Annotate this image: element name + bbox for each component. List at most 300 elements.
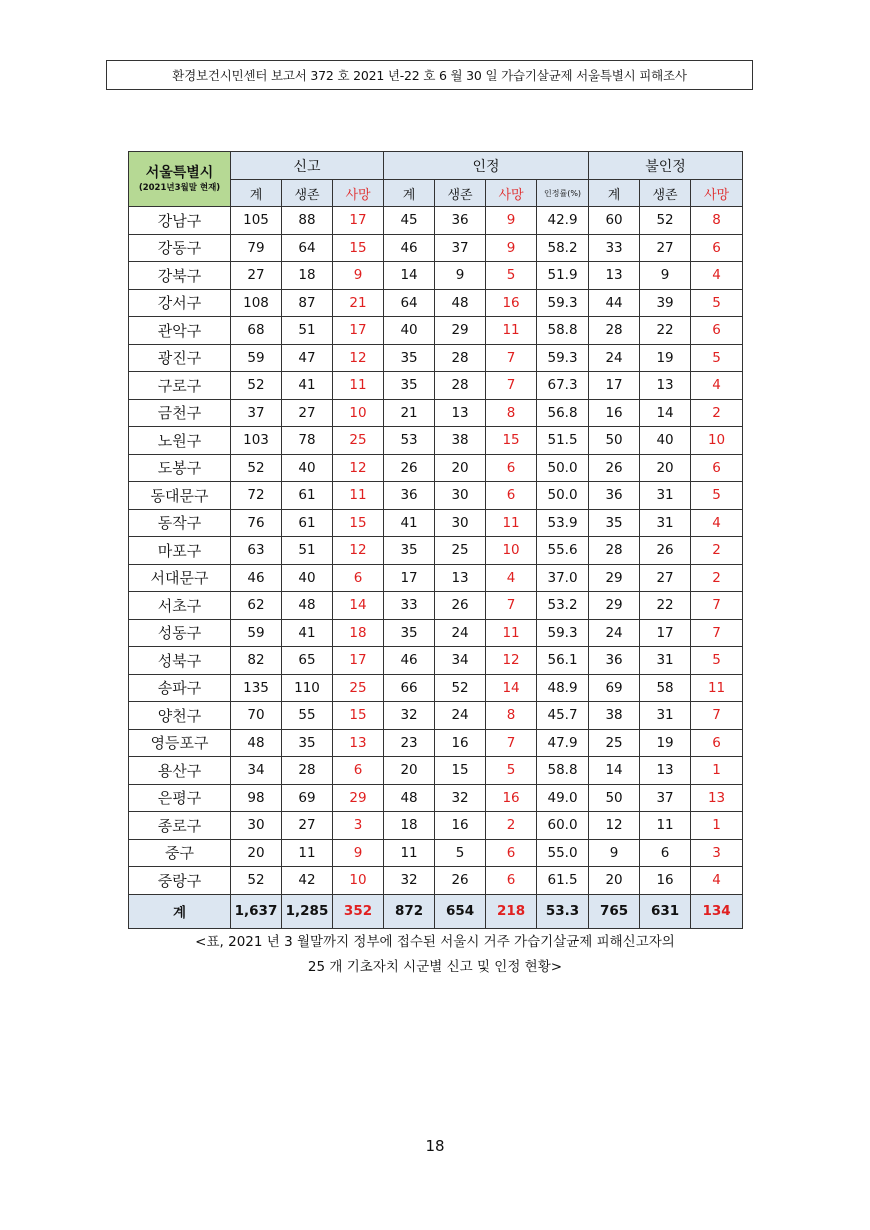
death-count-cell: 6 <box>691 317 743 345</box>
count-cell: 23 <box>384 729 435 757</box>
table-row <box>129 482 743 510</box>
death-count-cell: 2 <box>691 399 743 427</box>
count-cell: 9 <box>435 262 486 290</box>
count-cell: 32 <box>384 702 435 730</box>
district-name: 용산구 <box>129 757 231 785</box>
count-cell: 52 <box>435 674 486 702</box>
table-row <box>129 262 743 290</box>
district-name: 금천구 <box>129 399 231 427</box>
death-count-cell: 7 <box>486 592 537 620</box>
count-cell: 66 <box>384 674 435 702</box>
death-count-cell: 13 <box>333 729 384 757</box>
table-row <box>129 234 743 262</box>
death-count-cell: 11 <box>486 509 537 537</box>
death-count-cell: 8 <box>486 702 537 730</box>
death-count-cell: 10 <box>691 427 743 455</box>
death-count-cell: 5 <box>691 344 743 372</box>
count-cell: 22 <box>640 317 691 345</box>
count-cell: 13 <box>640 757 691 785</box>
table-caption-line1: <표, 2021 년 3 월말까지 정부에 접수된 서울시 거주 가습기살균제 피해신고자의 <box>195 934 675 950</box>
district-name: 구로구 <box>129 372 231 400</box>
count-cell: 33 <box>384 592 435 620</box>
count-cell: 19 <box>640 729 691 757</box>
count-cell: 20 <box>231 839 282 867</box>
count-cell: 16 <box>640 867 691 895</box>
count-cell: 11 <box>384 839 435 867</box>
death-count-cell: 6 <box>691 234 743 262</box>
death-count-cell: 21 <box>333 289 384 317</box>
death-count-cell: 10 <box>486 537 537 565</box>
district-name: 동작구 <box>129 509 231 537</box>
page-number: 18 <box>425 1137 445 1155</box>
count-cell: 27 <box>282 812 333 840</box>
death-count-cell: 4 <box>691 262 743 290</box>
recognition-rate-cell: 47.9 <box>537 729 589 757</box>
total-row <box>129 894 743 928</box>
count-cell: 72 <box>231 482 282 510</box>
recognition-rate-cell: 51.9 <box>537 262 589 290</box>
count-cell: 47 <box>282 344 333 372</box>
district-name: 서대문구 <box>129 564 231 592</box>
recognition-rate-cell: 49.0 <box>537 784 589 812</box>
table-row <box>129 317 743 345</box>
count-cell: 17 <box>384 564 435 592</box>
death-count-cell: 12 <box>486 647 537 675</box>
death-count-cell: 5 <box>486 757 537 785</box>
table-row <box>129 207 743 235</box>
count-cell: 17 <box>589 372 640 400</box>
count-cell: 37 <box>640 784 691 812</box>
count-cell: 82 <box>231 647 282 675</box>
recognition-rate-cell: 55.0 <box>537 839 589 867</box>
subheader-death: 사망 <box>486 180 537 207</box>
count-cell: 14 <box>589 757 640 785</box>
count-cell: 28 <box>589 317 640 345</box>
table-row <box>129 757 743 785</box>
count-cell: 32 <box>435 784 486 812</box>
count-cell: 62 <box>231 592 282 620</box>
count-cell: 44 <box>589 289 640 317</box>
recognition-rate-cell: 59.3 <box>537 619 589 647</box>
count-cell: 31 <box>640 702 691 730</box>
count-cell: 24 <box>435 702 486 730</box>
death-count-cell: 4 <box>691 372 743 400</box>
count-cell: 34 <box>231 757 282 785</box>
table-row <box>129 564 743 592</box>
count-cell: 58 <box>640 674 691 702</box>
death-count-cell: 18 <box>333 619 384 647</box>
count-cell: 48 <box>282 592 333 620</box>
count-cell: 13 <box>589 262 640 290</box>
count-cell: 13 <box>640 372 691 400</box>
recognition-rate-cell: 51.5 <box>537 427 589 455</box>
death-count-cell: 9 <box>333 839 384 867</box>
count-cell: 88 <box>282 207 333 235</box>
count-cell: 654 <box>435 894 486 928</box>
death-count-cell: 6 <box>333 757 384 785</box>
count-cell: 40 <box>640 427 691 455</box>
count-cell: 48 <box>384 784 435 812</box>
count-cell: 64 <box>384 289 435 317</box>
count-cell: 9 <box>640 262 691 290</box>
death-count-cell: 5 <box>691 289 743 317</box>
count-cell: 26 <box>435 592 486 620</box>
recognition-rate-cell: 37.0 <box>537 564 589 592</box>
death-count-cell: 1 <box>691 812 743 840</box>
total-label: 계 <box>129 894 231 928</box>
count-cell: 20 <box>589 867 640 895</box>
death-count-cell: 7 <box>486 344 537 372</box>
count-cell: 79 <box>231 234 282 262</box>
district-name: 강북구 <box>129 262 231 290</box>
count-cell: 52 <box>231 454 282 482</box>
subheader-death: 사망 <box>333 180 384 207</box>
table-row <box>129 344 743 372</box>
group-header-report: 신고 <box>231 152 384 180</box>
count-cell: 60 <box>589 207 640 235</box>
death-count-cell: 218 <box>486 894 537 928</box>
death-count-cell: 25 <box>333 427 384 455</box>
district-name: 영등포구 <box>129 729 231 757</box>
table-row <box>129 619 743 647</box>
count-cell: 32 <box>384 867 435 895</box>
count-cell: 41 <box>384 509 435 537</box>
recognition-rate-cell: 56.1 <box>537 647 589 675</box>
recognition-rate-cell: 58.2 <box>537 234 589 262</box>
count-cell: 631 <box>640 894 691 928</box>
death-count-cell: 2 <box>486 812 537 840</box>
death-count-cell: 7 <box>486 729 537 757</box>
table-row <box>129 867 743 895</box>
district-name: 서초구 <box>129 592 231 620</box>
count-cell: 63 <box>231 537 282 565</box>
count-cell: 27 <box>640 564 691 592</box>
death-count-cell: 13 <box>691 784 743 812</box>
count-cell: 78 <box>282 427 333 455</box>
count-cell: 48 <box>435 289 486 317</box>
death-count-cell: 9 <box>486 207 537 235</box>
count-cell: 24 <box>589 619 640 647</box>
count-cell: 29 <box>589 564 640 592</box>
table-row <box>129 454 743 482</box>
count-cell: 26 <box>384 454 435 482</box>
death-count-cell: 6 <box>691 729 743 757</box>
recognition-rate-cell: 53.3 <box>537 894 589 928</box>
district-name: 마포구 <box>129 537 231 565</box>
death-count-cell: 25 <box>333 674 384 702</box>
count-cell: 24 <box>589 344 640 372</box>
death-count-cell: 6 <box>486 454 537 482</box>
subheader-total: 계 <box>384 180 435 207</box>
count-cell: 31 <box>640 509 691 537</box>
table-row <box>129 427 743 455</box>
recognition-rate-cell: 56.8 <box>537 399 589 427</box>
count-cell: 16 <box>435 729 486 757</box>
count-cell: 26 <box>589 454 640 482</box>
count-cell: 14 <box>640 399 691 427</box>
death-count-cell: 6 <box>691 454 743 482</box>
district-name: 관악구 <box>129 317 231 345</box>
count-cell: 38 <box>589 702 640 730</box>
damage-table-container <box>128 151 743 929</box>
death-count-cell: 10 <box>333 867 384 895</box>
death-count-cell: 7 <box>691 702 743 730</box>
count-cell: 22 <box>640 592 691 620</box>
death-count-cell: 17 <box>333 207 384 235</box>
count-cell: 59 <box>231 344 282 372</box>
district-name: 강서구 <box>129 289 231 317</box>
recognition-rate-cell: 50.0 <box>537 454 589 482</box>
count-cell: 59 <box>231 619 282 647</box>
count-cell: 25 <box>589 729 640 757</box>
count-cell: 27 <box>640 234 691 262</box>
table-corner-header <box>129 152 231 207</box>
table-row <box>129 592 743 620</box>
count-cell: 51 <box>282 317 333 345</box>
count-cell: 37 <box>231 399 282 427</box>
count-cell: 103 <box>231 427 282 455</box>
count-cell: 55 <box>282 702 333 730</box>
count-cell: 24 <box>435 619 486 647</box>
count-cell: 11 <box>282 839 333 867</box>
district-name: 강동구 <box>129 234 231 262</box>
count-cell: 30 <box>435 482 486 510</box>
count-cell: 40 <box>282 454 333 482</box>
death-count-cell: 1 <box>691 757 743 785</box>
count-cell: 110 <box>282 674 333 702</box>
count-cell: 25 <box>435 537 486 565</box>
count-cell: 36 <box>589 647 640 675</box>
count-cell: 36 <box>384 482 435 510</box>
district-name: 송파구 <box>129 674 231 702</box>
count-cell: 46 <box>384 647 435 675</box>
district-name: 종로구 <box>129 812 231 840</box>
subheader-alive: 생존 <box>282 180 333 207</box>
death-count-cell: 4 <box>691 509 743 537</box>
count-cell: 31 <box>640 482 691 510</box>
count-cell: 64 <box>282 234 333 262</box>
count-cell: 52 <box>231 867 282 895</box>
page-header-text: 환경보건시민센터 보고서 372 호 2021 년-22 호 6 월 30 일 가습기살균제 서울특별시 피해조사 <box>172 68 687 83</box>
count-cell: 1,637 <box>231 894 282 928</box>
count-cell: 61 <box>282 509 333 537</box>
death-count-cell: 15 <box>486 427 537 455</box>
count-cell: 26 <box>435 867 486 895</box>
corner-subtitle: (2021년3월말 현재) <box>138 183 221 193</box>
count-cell: 30 <box>231 812 282 840</box>
table-row <box>129 537 743 565</box>
count-cell: 87 <box>282 289 333 317</box>
count-cell: 15 <box>435 757 486 785</box>
count-cell: 29 <box>435 317 486 345</box>
count-cell: 35 <box>384 344 435 372</box>
count-cell: 26 <box>640 537 691 565</box>
table-caption-line2: 25 개 기초자치 시군별 신고 및 인정 현황> <box>307 959 563 975</box>
count-cell: 70 <box>231 702 282 730</box>
group-header-unrecognized: 불인정 <box>589 152 743 180</box>
count-cell: 27 <box>282 399 333 427</box>
death-count-cell: 352 <box>333 894 384 928</box>
recognition-rate-cell: 61.5 <box>537 867 589 895</box>
table-row <box>129 674 743 702</box>
count-cell: 69 <box>282 784 333 812</box>
count-cell: 11 <box>640 812 691 840</box>
count-cell: 18 <box>384 812 435 840</box>
count-cell: 17 <box>640 619 691 647</box>
district-name: 광진구 <box>129 344 231 372</box>
death-count-cell: 14 <box>486 674 537 702</box>
recognition-rate-cell: 59.3 <box>537 289 589 317</box>
count-cell: 40 <box>282 564 333 592</box>
count-cell: 12 <box>589 812 640 840</box>
district-name: 성동구 <box>129 619 231 647</box>
table-row <box>129 729 743 757</box>
count-cell: 35 <box>589 509 640 537</box>
subheader-death: 사망 <box>691 180 743 207</box>
count-cell: 135 <box>231 674 282 702</box>
death-count-cell: 7 <box>486 372 537 400</box>
table-row <box>129 509 743 537</box>
death-count-cell: 17 <box>333 647 384 675</box>
subheader-recognition-rate: 인정률(%) <box>537 180 589 207</box>
count-cell: 65 <box>282 647 333 675</box>
death-count-cell: 134 <box>691 894 743 928</box>
recognition-rate-cell: 55.6 <box>537 537 589 565</box>
count-cell: 41 <box>282 372 333 400</box>
death-count-cell: 12 <box>333 537 384 565</box>
count-cell: 28 <box>435 372 486 400</box>
count-cell: 98 <box>231 784 282 812</box>
table-row <box>129 289 743 317</box>
count-cell: 35 <box>282 729 333 757</box>
count-cell: 69 <box>589 674 640 702</box>
death-count-cell: 12 <box>333 454 384 482</box>
count-cell: 28 <box>435 344 486 372</box>
table-row <box>129 372 743 400</box>
count-cell: 16 <box>589 399 640 427</box>
count-cell: 48 <box>231 729 282 757</box>
count-cell: 33 <box>589 234 640 262</box>
death-count-cell: 16 <box>486 289 537 317</box>
death-count-cell: 4 <box>486 564 537 592</box>
count-cell: 46 <box>384 234 435 262</box>
count-cell: 68 <box>231 317 282 345</box>
death-count-cell: 6 <box>333 564 384 592</box>
death-count-cell: 8 <box>691 207 743 235</box>
district-name: 동대문구 <box>129 482 231 510</box>
recognition-rate-cell: 60.0 <box>537 812 589 840</box>
death-count-cell: 7 <box>691 592 743 620</box>
death-count-cell: 3 <box>333 812 384 840</box>
table-row <box>129 647 743 675</box>
table-body <box>129 207 743 929</box>
count-cell: 40 <box>384 317 435 345</box>
count-cell: 28 <box>282 757 333 785</box>
recognition-rate-cell: 50.0 <box>537 482 589 510</box>
count-cell: 13 <box>435 564 486 592</box>
death-count-cell: 10 <box>333 399 384 427</box>
death-count-cell: 2 <box>691 564 743 592</box>
count-cell: 765 <box>589 894 640 928</box>
death-count-cell: 5 <box>486 262 537 290</box>
corner-title: 서울특별시 <box>145 165 214 181</box>
death-count-cell: 11 <box>691 674 743 702</box>
count-cell: 51 <box>282 537 333 565</box>
count-cell: 36 <box>589 482 640 510</box>
death-count-cell: 2 <box>691 537 743 565</box>
subheader-alive: 생존 <box>640 180 691 207</box>
count-cell: 35 <box>384 537 435 565</box>
table-row <box>129 702 743 730</box>
death-count-cell: 5 <box>691 647 743 675</box>
count-cell: 50 <box>589 427 640 455</box>
count-cell: 35 <box>384 619 435 647</box>
district-name: 성북구 <box>129 647 231 675</box>
count-cell: 9 <box>589 839 640 867</box>
page-header <box>106 60 753 90</box>
recognition-rate-cell: 58.8 <box>537 757 589 785</box>
count-cell: 28 <box>589 537 640 565</box>
death-count-cell: 15 <box>333 509 384 537</box>
count-cell: 14 <box>384 262 435 290</box>
count-cell: 38 <box>435 427 486 455</box>
recognition-rate-cell: 48.9 <box>537 674 589 702</box>
death-count-cell: 3 <box>691 839 743 867</box>
death-count-cell: 17 <box>333 317 384 345</box>
count-cell: 30 <box>435 509 486 537</box>
count-cell: 52 <box>231 372 282 400</box>
count-cell: 20 <box>435 454 486 482</box>
death-count-cell: 9 <box>333 262 384 290</box>
count-cell: 13 <box>435 399 486 427</box>
count-cell: 872 <box>384 894 435 928</box>
death-count-cell: 29 <box>333 784 384 812</box>
death-count-cell: 5 <box>691 482 743 510</box>
count-cell: 19 <box>640 344 691 372</box>
subheader-total: 계 <box>231 180 282 207</box>
district-name: 중랑구 <box>129 867 231 895</box>
count-cell: 18 <box>282 262 333 290</box>
death-count-cell: 6 <box>486 867 537 895</box>
death-count-cell: 8 <box>486 399 537 427</box>
district-name: 양천구 <box>129 702 231 730</box>
district-name: 중구 <box>129 839 231 867</box>
count-cell: 1,285 <box>282 894 333 928</box>
count-cell: 27 <box>231 262 282 290</box>
death-count-cell: 6 <box>486 482 537 510</box>
death-count-cell: 4 <box>691 867 743 895</box>
recognition-rate-cell: 53.9 <box>537 509 589 537</box>
count-cell: 37 <box>435 234 486 262</box>
death-count-cell: 11 <box>333 482 384 510</box>
count-cell: 20 <box>384 757 435 785</box>
death-count-cell: 15 <box>333 702 384 730</box>
count-cell: 20 <box>640 454 691 482</box>
count-cell: 105 <box>231 207 282 235</box>
count-cell: 108 <box>231 289 282 317</box>
count-cell: 52 <box>640 207 691 235</box>
table-row <box>129 784 743 812</box>
death-count-cell: 15 <box>333 234 384 262</box>
count-cell: 45 <box>384 207 435 235</box>
recognition-rate-cell: 67.3 <box>537 372 589 400</box>
count-cell: 61 <box>282 482 333 510</box>
count-cell: 53 <box>384 427 435 455</box>
damage-table <box>128 151 743 929</box>
count-cell: 41 <box>282 619 333 647</box>
count-cell: 50 <box>589 784 640 812</box>
count-cell: 42 <box>282 867 333 895</box>
